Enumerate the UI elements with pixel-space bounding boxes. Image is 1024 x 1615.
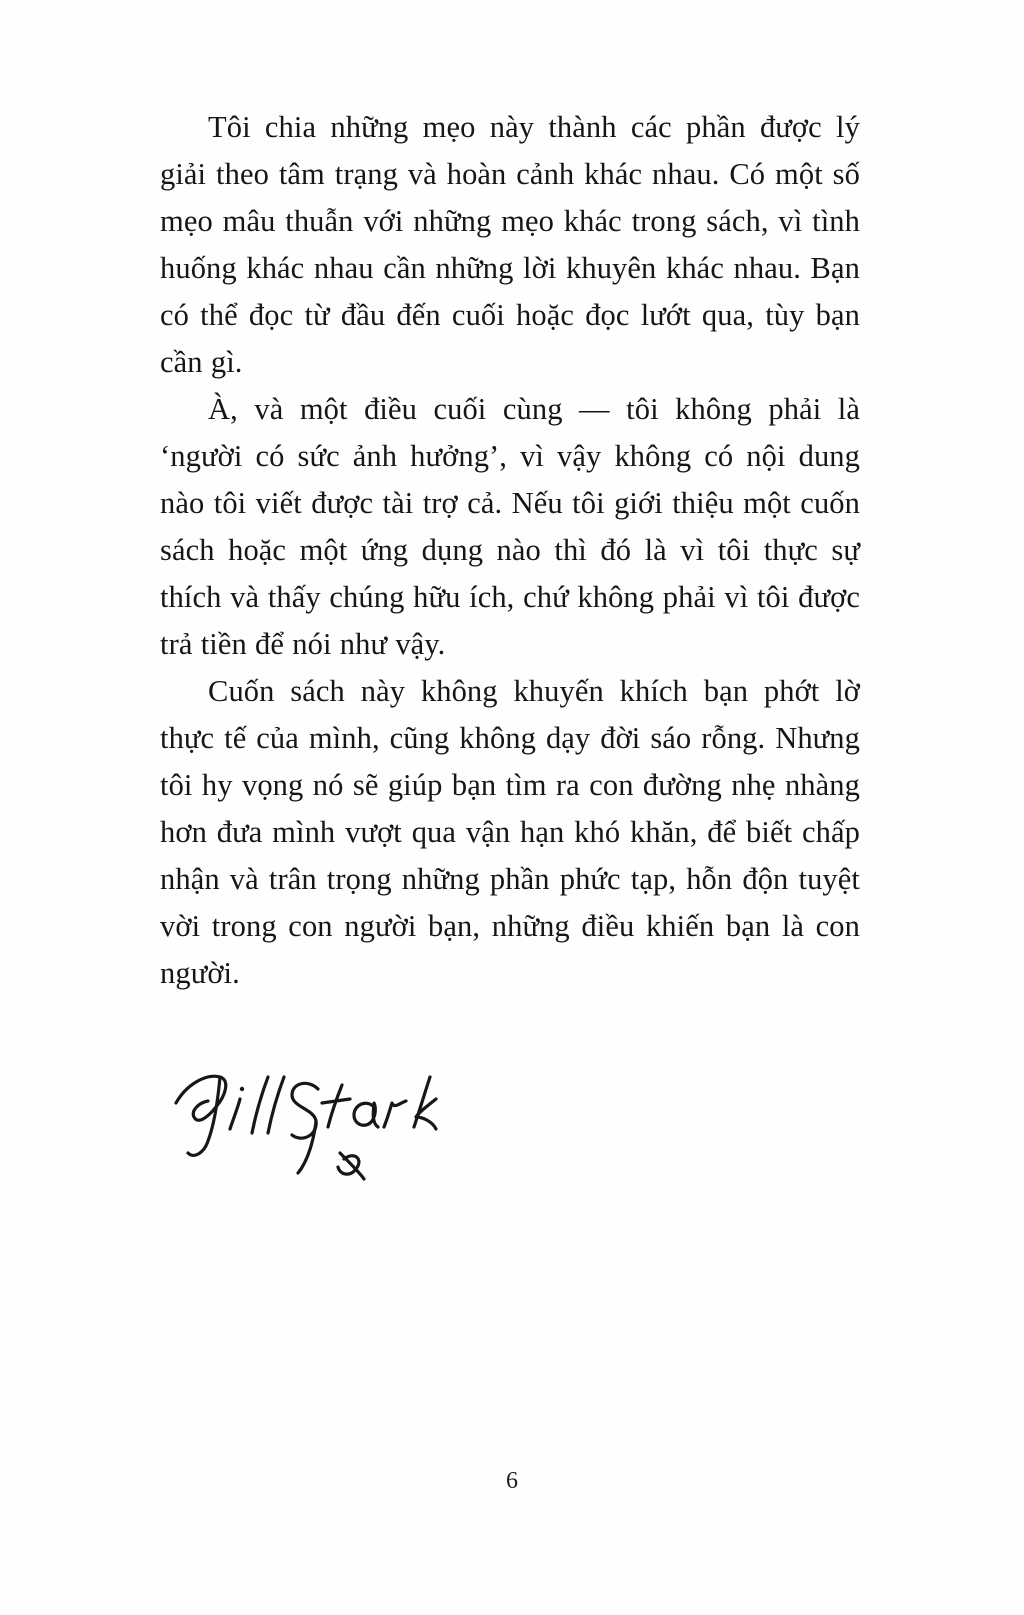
page-number: 6: [506, 1468, 518, 1494]
body-text-block: [160, 104, 860, 997]
signature-icon: [168, 1055, 468, 1185]
paragraph: Cuốn sách này không khuyến khích bạn phớt lờ thực tế của mình, cũng không dạy đời sáo rỗng. Nhưng tôi hy vọng nó sẽ giúp bạn tìm ra con đường nhẹ nhàng hơn đưa mình vượt qua vận hạn khó khăn, để biết chấp nhận và trân trọng những phần phức tạp, hỗn độn tuyệt vời trong con người bạn, những điều khiến bạn là con người.: [160, 674, 860, 990]
paragraph: À, và một điều cuối cùng — tôi không phải là ‘người có sức ảnh hưởng’, vì vậy không có nội dung nào tôi viết được tài trợ cả. Nếu tôi giới thiệu một cuốn sách hoặc một ứng dụng nào thì đó là vì tôi thực sự thích và thấy chúng hữu ích, chứ không phải vì tôi được trả tiền để nói như vậy.: [160, 392, 860, 661]
paragraph: Tôi chia những mẹo này thành các phần được lý giải theo tâm trạng và hoàn cảnh khác nhau. Có một số mẹo mâu thuẫn với những mẹo khác trong sách, vì tình huống khác nhau cần những lời khuyên khác nhau. Bạn có thể đọc từ đầu đến cuối hoặc đọc lướt qua, tùy bạn cần gì.: [160, 110, 860, 379]
